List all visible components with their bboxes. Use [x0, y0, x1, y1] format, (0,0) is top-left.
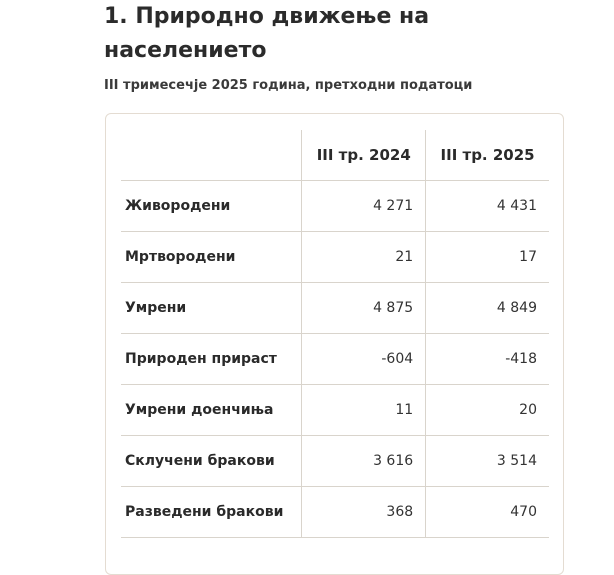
cell-2024: 3 616 — [302, 436, 426, 487]
cell-2025: 4 431 — [426, 181, 549, 232]
cell-2024: 4 875 — [302, 283, 426, 334]
page-subtitle: III тримесечје 2025 година, претходни податоци — [104, 78, 473, 93]
table-row — [121, 334, 549, 385]
row-label: Мртвородени — [121, 232, 302, 283]
cell-2025: 470 — [426, 487, 549, 538]
cell-2024: 21 — [302, 232, 426, 283]
cell-2025: 3 514 — [426, 436, 549, 487]
table-row — [121, 487, 549, 538]
cell-2025: -418 — [426, 334, 549, 385]
header-q3-2025: III тр. 2025 — [426, 130, 549, 181]
table-card — [105, 113, 564, 575]
header-q3-2024: III тр. 2024 — [302, 130, 426, 181]
table-row — [121, 232, 549, 283]
page-title: 1. Природно движење на населението — [104, 4, 430, 63]
table-header-row — [121, 130, 549, 181]
table-row — [121, 385, 549, 436]
cell-2024: 368 — [302, 487, 426, 538]
row-label: Природен прираст — [121, 334, 302, 385]
table-row — [121, 181, 549, 232]
cell-2025: 17 — [426, 232, 549, 283]
row-label: Умрени доенчиња — [121, 385, 302, 436]
cell-2025: 4 849 — [426, 283, 549, 334]
cell-2025: 20 — [426, 385, 549, 436]
cell-2024: -604 — [302, 334, 426, 385]
row-label: Умрени — [121, 283, 302, 334]
row-label: Живородени — [121, 181, 302, 232]
row-label: Склучени бракови — [121, 436, 302, 487]
population-table — [121, 130, 549, 538]
row-label: Разведени бракови — [121, 487, 302, 538]
table-row — [121, 436, 549, 487]
cell-2024: 11 — [302, 385, 426, 436]
header-empty — [121, 130, 302, 181]
table-row — [121, 283, 549, 334]
cell-2024: 4 271 — [302, 181, 426, 232]
